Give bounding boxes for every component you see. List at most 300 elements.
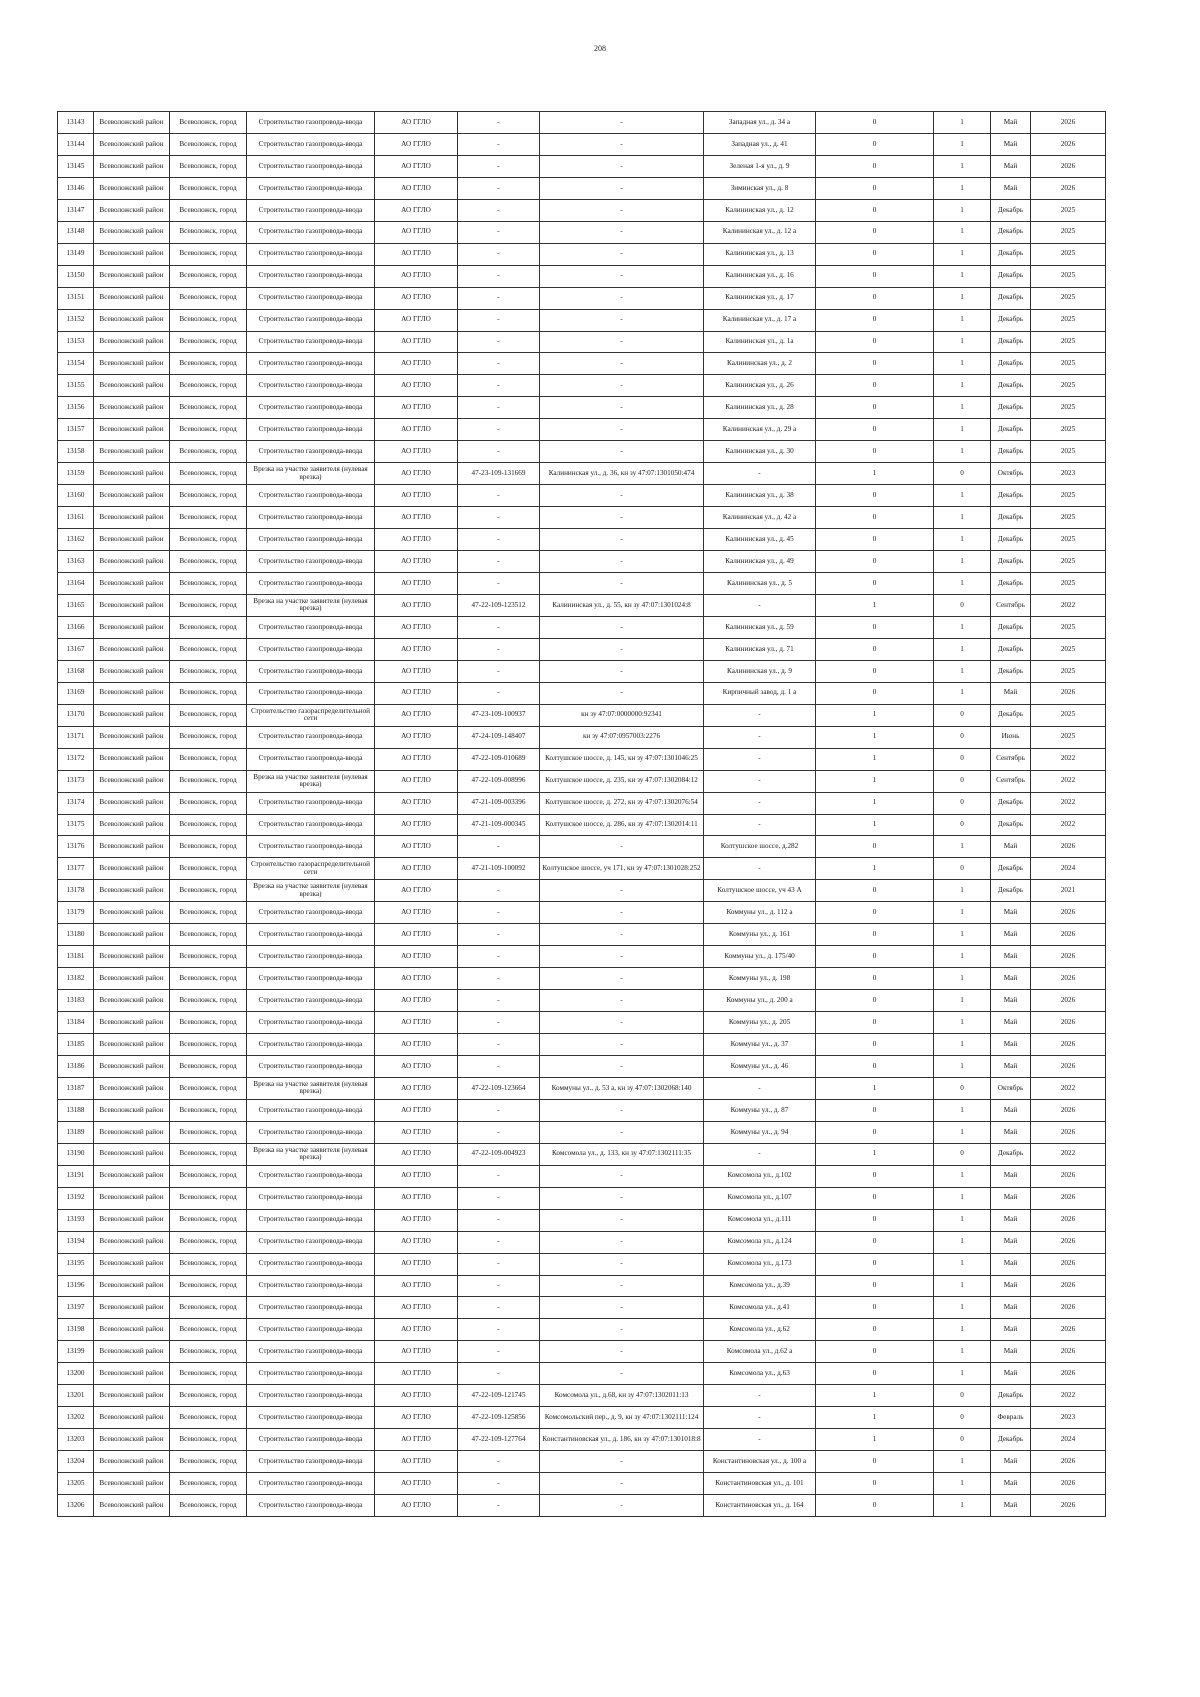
address-cell: Калининская ул., д. 13 — [704, 243, 816, 265]
address-cell: Коммуны ул., д. 94 — [704, 1121, 816, 1143]
settlement-cell: Всеволожск, город — [170, 353, 247, 375]
row-number-cell: 13167 — [58, 638, 94, 660]
organization-cell: АО ГГЛО — [375, 1407, 458, 1429]
request-number-cell: - — [458, 265, 540, 287]
row-number-cell: 13200 — [58, 1363, 94, 1385]
organization-cell: АО ГГЛО — [375, 1012, 458, 1034]
address-cell: Комсомола ул., д.62 — [704, 1319, 816, 1341]
work-type-cell: Строительство газопровода-ввода — [247, 638, 375, 660]
request-number-cell: - — [458, 331, 540, 353]
table-row — [58, 616, 1106, 638]
cadastral-address-cell: - — [540, 1231, 704, 1253]
row-number-cell: 13173 — [58, 770, 94, 792]
work-type-cell: Строительство газопровода-ввода — [247, 507, 375, 529]
work-type-cell: Строительство газопровода-ввода — [247, 1341, 375, 1363]
month-cell: Декабрь — [991, 792, 1031, 814]
district-cell: Всеволожский район — [94, 353, 170, 375]
year-cell: 2025 — [1031, 419, 1106, 441]
district-cell: Всеволожский район — [94, 616, 170, 638]
organization-cell: АО ГГЛО — [375, 1341, 458, 1363]
request-number-cell: - — [458, 133, 540, 155]
request-number-cell: - — [458, 1341, 540, 1363]
value-a-cell: 0 — [816, 1187, 934, 1209]
value-b-cell: 0 — [934, 594, 991, 616]
settlement-cell: Всеволожск, город — [170, 397, 247, 419]
value-b-cell: 1 — [934, 1034, 991, 1056]
address-cell: Калининская ул., д. 38 — [704, 485, 816, 507]
settlement-cell: Всеволожск, город — [170, 1121, 247, 1143]
request-number-cell: - — [458, 638, 540, 660]
value-a-cell: 0 — [816, 1034, 934, 1056]
address-cell: Калининская ул., д. 45 — [704, 529, 816, 551]
settlement-cell: Всеволожск, город — [170, 1407, 247, 1429]
address-cell: Коммуны ул., д. 198 — [704, 968, 816, 990]
cadastral-address-cell: Колтушское шоссе, д. 286, кн зу 47:07:1302014:11 — [540, 814, 704, 836]
request-number-cell: - — [458, 1187, 540, 1209]
year-cell: 2026 — [1031, 1165, 1106, 1187]
request-number-cell: - — [458, 1209, 540, 1231]
request-number-cell: - — [458, 1121, 540, 1143]
value-b-cell: 0 — [934, 726, 991, 748]
year-cell: 2025 — [1031, 243, 1106, 265]
request-number-cell: - — [458, 309, 540, 331]
row-number-cell: 13168 — [58, 660, 94, 682]
table-row — [58, 1165, 1106, 1187]
value-b-cell: 0 — [934, 792, 991, 814]
request-number-cell: - — [458, 836, 540, 858]
address-cell: Комсомола ул., д.41 — [704, 1297, 816, 1319]
value-a-cell: 0 — [816, 1341, 934, 1363]
work-type-cell: Строительство газопровода-ввода — [247, 902, 375, 924]
value-a-cell: 0 — [816, 1055, 934, 1077]
value-a-cell: 0 — [816, 112, 934, 134]
value-b-cell: 1 — [934, 1253, 991, 1275]
year-cell: 2026 — [1031, 1319, 1106, 1341]
table-row — [58, 507, 1106, 529]
month-cell: Май — [991, 1495, 1031, 1517]
cadastral-address-cell: Колтушское шоссе, д. 235, кн зу 47:07:1302084:12 — [540, 770, 704, 792]
year-cell: 2026 — [1031, 968, 1106, 990]
request-number-cell: - — [458, 507, 540, 529]
settlement-cell: Всеволожск, город — [170, 1077, 247, 1099]
cadastral-address-cell: - — [540, 177, 704, 199]
address-cell: - — [704, 704, 816, 726]
district-cell: Всеволожский район — [94, 112, 170, 134]
table-row — [58, 594, 1106, 616]
district-cell: Всеволожский район — [94, 1341, 170, 1363]
year-cell: 2025 — [1031, 375, 1106, 397]
request-number-cell: - — [458, 1297, 540, 1319]
row-number-cell: 13148 — [58, 221, 94, 243]
year-cell: 2025 — [1031, 331, 1106, 353]
value-a-cell: 0 — [816, 331, 934, 353]
value-b-cell: 1 — [934, 836, 991, 858]
work-type-cell: Врезка на участке заявителя (нулевая врезка) — [247, 463, 375, 485]
cadastral-address-cell: Колтушское шоссе, д. 272, кн зу 47:07:1302076:54 — [540, 792, 704, 814]
table-row — [58, 858, 1106, 880]
district-cell: Всеволожский район — [94, 1055, 170, 1077]
value-b-cell: 0 — [934, 1407, 991, 1429]
row-number-cell: 13155 — [58, 375, 94, 397]
value-b-cell: 1 — [934, 221, 991, 243]
value-a-cell: 1 — [816, 1143, 934, 1165]
organization-cell: АО ГГЛО — [375, 309, 458, 331]
work-type-cell: Врезка на участке заявителя (нулевая врезка) — [247, 880, 375, 902]
settlement-cell: Всеволожск, город — [170, 287, 247, 309]
page-number: 208 — [594, 44, 606, 53]
value-b-cell: 1 — [934, 287, 991, 309]
table-row — [58, 682, 1106, 704]
work-type-cell: Строительство газопровода-ввода — [247, 990, 375, 1012]
table-row — [58, 243, 1106, 265]
settlement-cell: Всеволожск, город — [170, 1319, 247, 1341]
request-number-cell: - — [458, 1012, 540, 1034]
work-type-cell: Строительство газопровода-ввода — [247, 660, 375, 682]
address-cell: Калининская ул., д. 16 — [704, 265, 816, 287]
table-row — [58, 1055, 1106, 1077]
month-cell: Декабрь — [991, 265, 1031, 287]
cadastral-address-cell: Калининская ул., д. 36, кн зу 47:07:1301050:474 — [540, 463, 704, 485]
value-a-cell: 0 — [816, 880, 934, 902]
work-type-cell: Врезка на участке заявителя (нулевая врезка) — [247, 1143, 375, 1165]
organization-cell: АО ГГЛО — [375, 880, 458, 902]
work-type-cell: Строительство газопровода-ввода — [247, 1473, 375, 1495]
value-a-cell: 0 — [816, 287, 934, 309]
value-b-cell: 1 — [934, 638, 991, 660]
address-cell: Калининская ул., д. 71 — [704, 638, 816, 660]
settlement-cell: Всеволожск, город — [170, 1341, 247, 1363]
value-b-cell: 0 — [934, 1385, 991, 1407]
row-number-cell: 13152 — [58, 309, 94, 331]
row-number-cell: 13198 — [58, 1319, 94, 1341]
work-type-cell: Строительство газопровода-ввода — [247, 1407, 375, 1429]
district-cell: Всеволожский район — [94, 1143, 170, 1165]
settlement-cell: Всеволожск, город — [170, 1297, 247, 1319]
row-number-cell: 13196 — [58, 1275, 94, 1297]
month-cell: Май — [991, 1187, 1031, 1209]
work-type-cell: Строительство газопровода-ввода — [247, 748, 375, 770]
month-cell: Декабрь — [991, 638, 1031, 660]
work-type-cell: Строительство газопровода-ввода — [247, 1451, 375, 1473]
value-b-cell: 1 — [934, 660, 991, 682]
table-row — [58, 1121, 1106, 1143]
address-cell: Коммуны ул., д. 161 — [704, 924, 816, 946]
value-a-cell: 0 — [816, 199, 934, 221]
organization-cell: АО ГГЛО — [375, 814, 458, 836]
year-cell: 2025 — [1031, 638, 1106, 660]
month-cell: Декабрь — [991, 1143, 1031, 1165]
value-a-cell: 1 — [816, 1429, 934, 1451]
organization-cell: АО ГГЛО — [375, 463, 458, 485]
year-cell: 2025 — [1031, 309, 1106, 331]
value-b-cell: 1 — [934, 419, 991, 441]
table-row — [58, 1209, 1106, 1231]
district-cell: Всеволожский район — [94, 485, 170, 507]
address-cell: Кирпичный завод, д. 1 а — [704, 682, 816, 704]
request-number-cell: - — [458, 1473, 540, 1495]
table-row — [58, 1495, 1106, 1517]
organization-cell: АО ГГЛО — [375, 660, 458, 682]
year-cell: 2026 — [1031, 1099, 1106, 1121]
cadastral-address-cell: - — [540, 902, 704, 924]
year-cell: 2025 — [1031, 441, 1106, 463]
address-cell: Западная ул., д. 41 — [704, 133, 816, 155]
work-type-cell: Строительство газопровода-ввода — [247, 968, 375, 990]
value-a-cell: 0 — [816, 682, 934, 704]
request-number-cell: - — [458, 682, 540, 704]
district-cell: Всеволожский район — [94, 1495, 170, 1517]
value-b-cell: 1 — [934, 155, 991, 177]
table-row — [58, 485, 1106, 507]
district-cell: Всеволожский район — [94, 990, 170, 1012]
district-cell: Всеволожский район — [94, 529, 170, 551]
month-cell: Май — [991, 1209, 1031, 1231]
request-number-cell: 47-22-109-010689 — [458, 748, 540, 770]
settlement-cell: Всеволожск, город — [170, 309, 247, 331]
request-number-cell: - — [458, 880, 540, 902]
cadastral-address-cell: - — [540, 221, 704, 243]
work-type-cell: Строительство газопровода-ввода — [247, 112, 375, 134]
value-a-cell: 1 — [816, 814, 934, 836]
address-cell: Константиновская ул., д. 101 — [704, 1473, 816, 1495]
settlement-cell: Всеволожск, город — [170, 1385, 247, 1407]
cadastral-address-cell: - — [540, 353, 704, 375]
month-cell: Октябрь — [991, 1077, 1031, 1099]
row-number-cell: 13146 — [58, 177, 94, 199]
cadastral-address-cell: - — [540, 682, 704, 704]
work-type-cell: Строительство газопровода-ввода — [247, 309, 375, 331]
year-cell: 2026 — [1031, 682, 1106, 704]
month-cell: Июнь — [991, 726, 1031, 748]
settlement-cell: Всеволожск, город — [170, 748, 247, 770]
request-number-cell: - — [458, 551, 540, 573]
district-cell: Всеволожский район — [94, 682, 170, 704]
value-b-cell: 1 — [934, 397, 991, 419]
month-cell: Декабрь — [991, 309, 1031, 331]
address-cell: - — [704, 1407, 816, 1429]
organization-cell: АО ГГЛО — [375, 112, 458, 134]
table-row — [58, 221, 1106, 243]
request-number-cell: - — [458, 221, 540, 243]
table-row — [58, 1473, 1106, 1495]
district-cell: Всеволожский район — [94, 177, 170, 199]
settlement-cell: Всеволожск, город — [170, 968, 247, 990]
value-a-cell: 0 — [816, 441, 934, 463]
table-row — [58, 309, 1106, 331]
row-number-cell: 13145 — [58, 155, 94, 177]
request-number-cell: - — [458, 353, 540, 375]
request-number-cell: 47-22-109-127764 — [458, 1429, 540, 1451]
year-cell: 2026 — [1031, 155, 1106, 177]
request-number-cell: 47-21-109-100092 — [458, 858, 540, 880]
settlement-cell: Всеволожск, город — [170, 463, 247, 485]
month-cell: Декабрь — [991, 880, 1031, 902]
work-type-cell: Строительство газопровода-ввода — [247, 1297, 375, 1319]
cadastral-address-cell: - — [540, 1253, 704, 1275]
settlement-cell: Всеволожск, город — [170, 112, 247, 134]
cadastral-address-cell: - — [540, 507, 704, 529]
district-cell: Всеволожский район — [94, 880, 170, 902]
value-b-cell: 1 — [934, 1473, 991, 1495]
request-number-cell: - — [458, 1495, 540, 1517]
organization-cell: АО ГГЛО — [375, 485, 458, 507]
district-cell: Всеволожский район — [94, 1473, 170, 1495]
settlement-cell: Всеволожск, город — [170, 1231, 247, 1253]
request-number-cell: - — [458, 1363, 540, 1385]
year-cell: 2025 — [1031, 199, 1106, 221]
value-a-cell: 0 — [816, 660, 934, 682]
district-cell: Всеволожский район — [94, 133, 170, 155]
table-row — [58, 287, 1106, 309]
cadastral-address-cell: - — [540, 419, 704, 441]
work-type-cell: Строительство газопровода-ввода — [247, 946, 375, 968]
settlement-cell: Всеволожск, город — [170, 133, 247, 155]
row-number-cell: 13191 — [58, 1165, 94, 1187]
cadastral-address-cell: - — [540, 1034, 704, 1056]
district-cell: Всеволожский район — [94, 199, 170, 221]
value-b-cell: 1 — [934, 199, 991, 221]
year-cell: 2026 — [1031, 1187, 1106, 1209]
table-row — [58, 177, 1106, 199]
row-number-cell: 13194 — [58, 1231, 94, 1253]
table-row — [58, 836, 1106, 858]
table-row — [58, 1451, 1106, 1473]
organization-cell: АО ГГЛО — [375, 616, 458, 638]
settlement-cell: Всеволожск, город — [170, 902, 247, 924]
year-cell: 2025 — [1031, 507, 1106, 529]
request-number-cell: - — [458, 485, 540, 507]
organization-cell: АО ГГЛО — [375, 1143, 458, 1165]
organization-cell: АО ГГЛО — [375, 1385, 458, 1407]
cadastral-address-cell: - — [540, 1275, 704, 1297]
year-cell: 2026 — [1031, 1297, 1106, 1319]
month-cell: Май — [991, 836, 1031, 858]
address-cell: Комсомола ул., д.173 — [704, 1253, 816, 1275]
request-number-cell: - — [458, 616, 540, 638]
organization-cell: АО ГГЛО — [375, 419, 458, 441]
settlement-cell: Всеволожск, город — [170, 573, 247, 595]
work-type-cell: Строительство газопровода-ввода — [247, 177, 375, 199]
settlement-cell: Всеволожск, город — [170, 638, 247, 660]
month-cell: Май — [991, 1297, 1031, 1319]
value-a-cell: 0 — [816, 1012, 934, 1034]
work-type-cell: Строительство газопровода-ввода — [247, 287, 375, 309]
district-cell: Всеволожский район — [94, 1385, 170, 1407]
organization-cell: АО ГГЛО — [375, 748, 458, 770]
request-number-cell: - — [458, 1034, 540, 1056]
value-b-cell: 1 — [934, 177, 991, 199]
settlement-cell: Всеволожск, город — [170, 1034, 247, 1056]
row-number-cell: 13166 — [58, 616, 94, 638]
table-row — [58, 726, 1106, 748]
row-number-cell: 13206 — [58, 1495, 94, 1517]
work-type-cell: Строительство газораспределительной сети — [247, 704, 375, 726]
work-type-cell: Строительство газопровода-ввода — [247, 1165, 375, 1187]
settlement-cell: Всеволожск, город — [170, 682, 247, 704]
month-cell: Май — [991, 682, 1031, 704]
cadastral-address-cell: - — [540, 441, 704, 463]
work-type-cell: Строительство газопровода-ввода — [247, 814, 375, 836]
year-cell: 2025 — [1031, 704, 1106, 726]
request-number-cell: - — [458, 1275, 540, 1297]
year-cell: 2025 — [1031, 353, 1106, 375]
month-cell: Сентябрь — [991, 770, 1031, 792]
value-a-cell: 0 — [816, 1165, 934, 1187]
address-cell: Константиновская ул., д. 100 а — [704, 1451, 816, 1473]
address-cell: - — [704, 858, 816, 880]
settlement-cell: Всеволожск, город — [170, 331, 247, 353]
cadastral-address-cell: - — [540, 375, 704, 397]
district-cell: Всеволожский район — [94, 1121, 170, 1143]
value-b-cell: 0 — [934, 748, 991, 770]
settlement-cell: Всеволожск, город — [170, 1495, 247, 1517]
cadastral-address-cell: - — [540, 638, 704, 660]
organization-cell: АО ГГЛО — [375, 704, 458, 726]
table-row — [58, 968, 1106, 990]
month-cell: Декабрь — [991, 419, 1031, 441]
cadastral-address-cell: Комсомольский пер., д. 9, кн зу 47:07:1302111:124 — [540, 1407, 704, 1429]
table-row — [58, 1077, 1106, 1099]
table-row — [58, 660, 1106, 682]
address-cell: Калининская ул., д. 29 а — [704, 419, 816, 441]
settlement-cell: Всеволожск, город — [170, 1099, 247, 1121]
year-cell: 2026 — [1031, 1495, 1106, 1517]
month-cell: Май — [991, 112, 1031, 134]
work-type-cell: Строительство газопровода-ввода — [247, 155, 375, 177]
address-cell: Комсомола ул., д.102 — [704, 1165, 816, 1187]
table-row — [58, 990, 1106, 1012]
row-number-cell: 13159 — [58, 463, 94, 485]
request-number-cell: - — [458, 968, 540, 990]
cadastral-address-cell: - — [540, 1209, 704, 1231]
year-cell: 2025 — [1031, 573, 1106, 595]
settlement-cell: Всеволожск, город — [170, 265, 247, 287]
organization-cell: АО ГГЛО — [375, 331, 458, 353]
value-a-cell: 0 — [816, 221, 934, 243]
year-cell: 2021 — [1031, 880, 1106, 902]
request-number-cell: - — [458, 243, 540, 265]
year-cell: 2024 — [1031, 1429, 1106, 1451]
value-b-cell: 1 — [934, 1341, 991, 1363]
row-number-cell: 13185 — [58, 1034, 94, 1056]
table-row — [58, 265, 1106, 287]
cadastral-address-cell: - — [540, 331, 704, 353]
work-type-cell: Врезка на участке заявителя (нулевая врезка) — [247, 770, 375, 792]
work-type-cell: Строительство газопровода-ввода — [247, 133, 375, 155]
settlement-cell: Всеволожск, город — [170, 726, 247, 748]
month-cell: Декабрь — [991, 551, 1031, 573]
month-cell: Май — [991, 1099, 1031, 1121]
value-a-cell: 0 — [816, 353, 934, 375]
row-number-cell: 13189 — [58, 1121, 94, 1143]
value-b-cell: 0 — [934, 1077, 991, 1099]
value-a-cell: 0 — [816, 1363, 934, 1385]
address-cell: Комсомола ул., д.63 — [704, 1363, 816, 1385]
row-number-cell: 13179 — [58, 902, 94, 924]
year-cell: 2025 — [1031, 265, 1106, 287]
address-cell: Комсомола ул., д.111 — [704, 1209, 816, 1231]
value-a-cell: 0 — [816, 1253, 934, 1275]
request-number-cell: - — [458, 990, 540, 1012]
request-number-cell: - — [458, 660, 540, 682]
cadastral-address-cell: Константиновская ул., д. 186, кн зу 47:07:1301018:8 — [540, 1429, 704, 1451]
value-a-cell: 0 — [816, 133, 934, 155]
address-cell: Коммуны ул., д. 87 — [704, 1099, 816, 1121]
district-cell: Всеволожский район — [94, 1451, 170, 1473]
table-row — [58, 155, 1106, 177]
row-number-cell: 13193 — [58, 1209, 94, 1231]
work-type-cell: Строительство газопровода-ввода — [247, 1385, 375, 1407]
